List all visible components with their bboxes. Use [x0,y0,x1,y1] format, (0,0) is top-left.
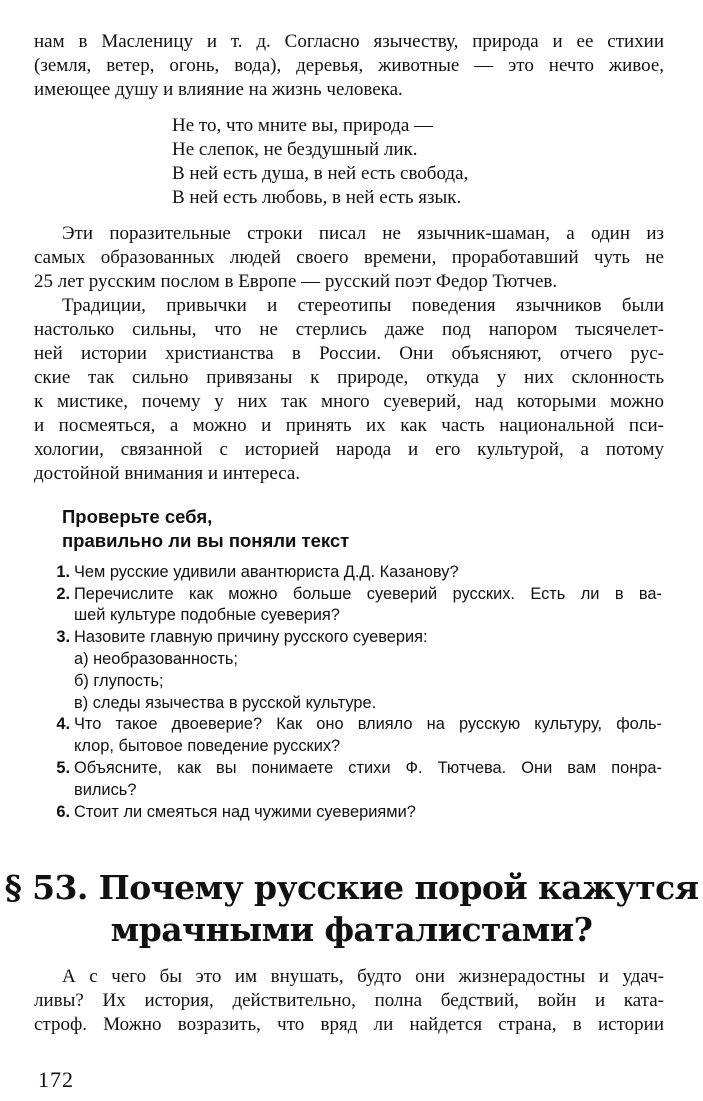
question-text: вились? [74,781,137,799]
poem-line: Не слепок, не бездушный лик. [172,139,418,160]
question-number: 1. [56,563,70,581]
paragraph-line: А с чего бы это им внушать, будто они жизнерадостны и удач- [62,966,664,987]
question-item [0,627,703,648]
paragraph-line: настолько сильны, что не стерлись даже под напором тысячелет- [34,319,664,340]
option-text: а) необразованность; [74,650,238,668]
question-text: Чем русские удивили авантюриста Д.Д. Казанову? [74,563,459,581]
paragraph-line: ливы? Их история, действительно, полна бедствий, войн и ката- [34,990,664,1011]
option-text: б) глупость; [74,672,164,690]
question-number: 2. [56,585,70,603]
question-number: 6. [56,803,70,821]
question-item [0,584,703,605]
paragraph-line: 25 лет русским послом в Европе — русский поэт Федор Тютчев. [34,271,558,292]
poem-line: Не то, что мните вы, природа — [172,115,434,136]
poem-line: В ней есть любовь, в ней есть язык. [172,187,462,208]
paragraph-line: ские так сильно привязаны к природе, откуда у них склонность [34,367,664,388]
paragraph-line: ней истории христианства в России. Они объясняют, отчего рус- [34,343,664,364]
question-text-continuation [0,736,703,757]
intro-line: нам в Масленицу и т. д. Согласно язычеству, природа и ее стихии [34,31,664,52]
check-title-line: правильно ли вы поняли текст [62,530,350,551]
question-text: Назовите главную причину русского суеверия: [74,628,428,646]
question-number: 4. [56,715,70,733]
poem-line: В ней есть душа, в ней есть свобода, [172,163,469,184]
paragraph-line: достойной внимания и интереса. [34,463,301,484]
paragraph-line: к мистике, почему у них так много суеверий, над которыми можно [34,391,664,412]
option-text: в) следы язычества в русской культуре. [74,694,377,712]
question-number: 5. [56,759,70,777]
question-text: шей культуре подобные суеверия? [74,606,340,624]
question-item [0,758,703,779]
intro-line: (земля, ветер, огонь, вода), деревья, животные — это нечто живое, [34,55,664,76]
check-title-line: Проверьте себя, [62,506,213,527]
intro-line: имеющее душу и влияние на жизнь человека. [34,79,403,100]
question-number: 3. [56,628,70,646]
page-number: 172 [38,1067,74,1092]
paragraph-line: строф. Можно возразить, что вряд ли найдется страна, в истории [34,1014,664,1035]
answer-option [0,693,703,714]
section-title-line: мрачными фаталистами? [110,910,593,949]
section-title-line: § 53. Почему русские порой кажутся [4,868,699,907]
paragraph-line: самых образованных людей своего времени, проработавший чуть не [34,247,664,268]
question-text: Что такое двоеверие? Как оно влияло на русскую культуру, фоль- [74,715,662,733]
question-text-continuation [0,605,703,626]
answer-option [0,649,703,670]
question-text-continuation [0,780,703,801]
question-text: Объясните, как вы понимаете стихи Ф. Тютчева. Они вам понра- [74,759,662,777]
answer-option [0,671,703,692]
question-text: Перечислите как можно больше суеверий русских. Есть ли в ва- [74,585,662,603]
paragraph-line: Традиции, привычки и стереотипы поведения язычников были [62,295,664,316]
paragraph-line: и посмеяться, а можно и принять их как часть национальной пси- [34,415,664,436]
paragraph-line: Эти поразительные строки писал не язычник-шаман, а один из [62,223,664,244]
question-text: клор, бытовое поведение русских? [74,737,341,755]
paragraph-line: хологии, связанной с историей народа и его культурой, а потому [34,439,664,460]
question-item [0,802,703,823]
question-item [0,714,703,735]
question-text: Стоит ли смеяться над чужими суевериями? [74,803,416,821]
question-item [0,562,703,583]
